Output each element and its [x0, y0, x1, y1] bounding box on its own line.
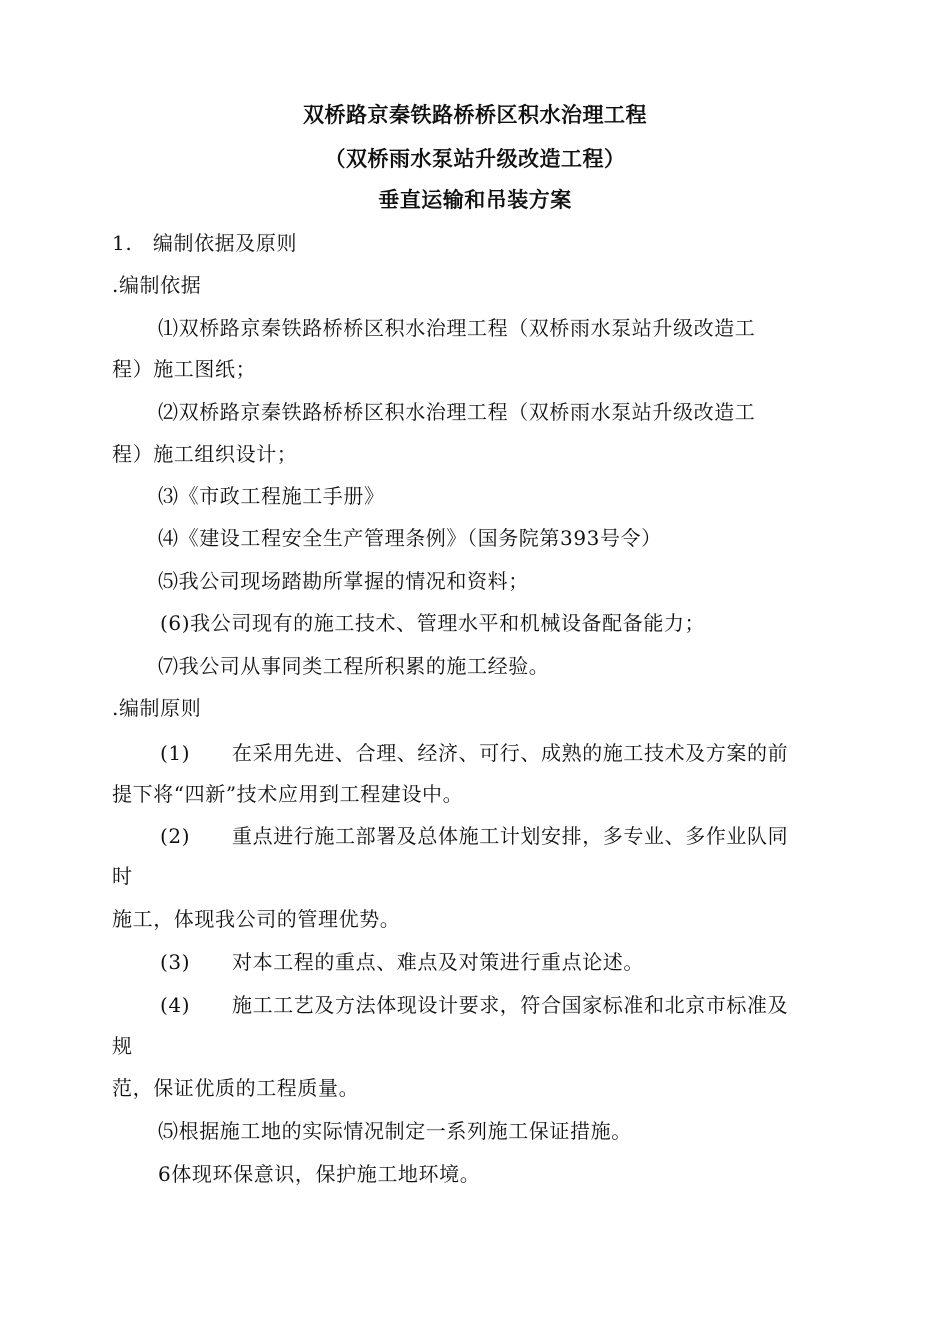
item-number: (4)	[160, 993, 191, 1017]
item-text: 我公司现场踏勘所掌握的情况和资料；	[178, 569, 529, 593]
item-number: (6)	[160, 611, 191, 635]
principle-item-continuation: 范，保证优质的工程质量。	[112, 1076, 360, 1100]
item-text: 施工工艺及方法体现设计要求，符合国家标准和北京市标准及	[232, 993, 789, 1017]
item-number: ⑸	[158, 1119, 179, 1143]
section-heading: 1. 编制依据及原则	[112, 231, 298, 255]
principle-heading: .编制原则	[112, 696, 202, 720]
basis-heading: .编制依据	[112, 273, 202, 297]
item-number: (1)	[160, 741, 191, 765]
item-text: 双桥路京秦铁路桥桥区积水治理工程（双桥雨水泵站升级改造工	[178, 316, 756, 340]
item-number: ⑸	[158, 569, 179, 593]
principle-item	[160, 822, 788, 850]
item-number: ⑴	[158, 316, 179, 340]
principle-item-continuation: 时	[112, 864, 133, 888]
basis-item-continuation: 程）施工组织设计；	[112, 442, 298, 466]
item-text: 在采用先进、合理、经济、可行、成熟的施工技术及方案的前	[232, 741, 789, 765]
item-number: ⑶	[158, 484, 179, 508]
document-title-line2: （双桥雨水泵站升级改造工程）	[324, 147, 626, 171]
item-text: 体现环保意识，保护施工地环境。	[171, 1162, 481, 1186]
basis-item	[158, 314, 755, 342]
item-number: ⑺	[158, 654, 179, 678]
item-number: 6	[158, 1162, 172, 1186]
item-text: 《市政工程施工手册》	[178, 484, 385, 508]
item-text: 《建设工程安全生产管理条例》（国务院第393号令）	[178, 526, 662, 550]
principle-item	[158, 1160, 480, 1188]
basis-item-continuation: 程）施工图纸；	[112, 357, 257, 381]
item-number: (2)	[160, 824, 191, 848]
item-text: 重点进行施工部署及总体施工计划安排，多专业、多作业队同	[232, 824, 789, 848]
principle-item	[158, 1117, 632, 1145]
principle-item	[160, 991, 788, 1019]
item-number: ⑷	[158, 526, 179, 550]
item-number: (3)	[160, 950, 191, 974]
basis-item	[158, 482, 385, 510]
principle-item	[160, 739, 788, 767]
principle-item-continuation: 规	[112, 1034, 133, 1058]
principle-item-continuation: 施工，体现我公司的管理优势。	[112, 907, 401, 931]
basis-item	[158, 652, 549, 680]
basis-item	[158, 398, 755, 426]
basis-item	[160, 609, 705, 637]
item-text: 双桥路京秦铁路桥桥区积水治理工程（双桥雨水泵站升级改造工	[178, 400, 756, 424]
basis-item	[158, 524, 662, 552]
item-text: 我公司现有的施工技术、管理水平和机械设备配备能力；	[190, 611, 706, 635]
item-text: 我公司从事同类工程所积累的施工经验。	[178, 654, 550, 678]
item-number: ⑵	[158, 400, 179, 424]
item-text: 对本工程的重点、难点及对策进行重点论述。	[232, 950, 644, 974]
document-title-line3: 垂直运输和吊装方案	[378, 188, 572, 212]
principle-item-continuation: 提下将“四新”技术应用到工程建设中。	[112, 782, 464, 806]
basis-item	[158, 567, 529, 595]
principle-item	[160, 948, 644, 976]
item-text: 根据施工地的实际情况制定一系列施工保证措施。	[178, 1119, 632, 1143]
document-title-line1: 双桥路京秦铁路桥桥区积水治理工程	[303, 103, 647, 127]
